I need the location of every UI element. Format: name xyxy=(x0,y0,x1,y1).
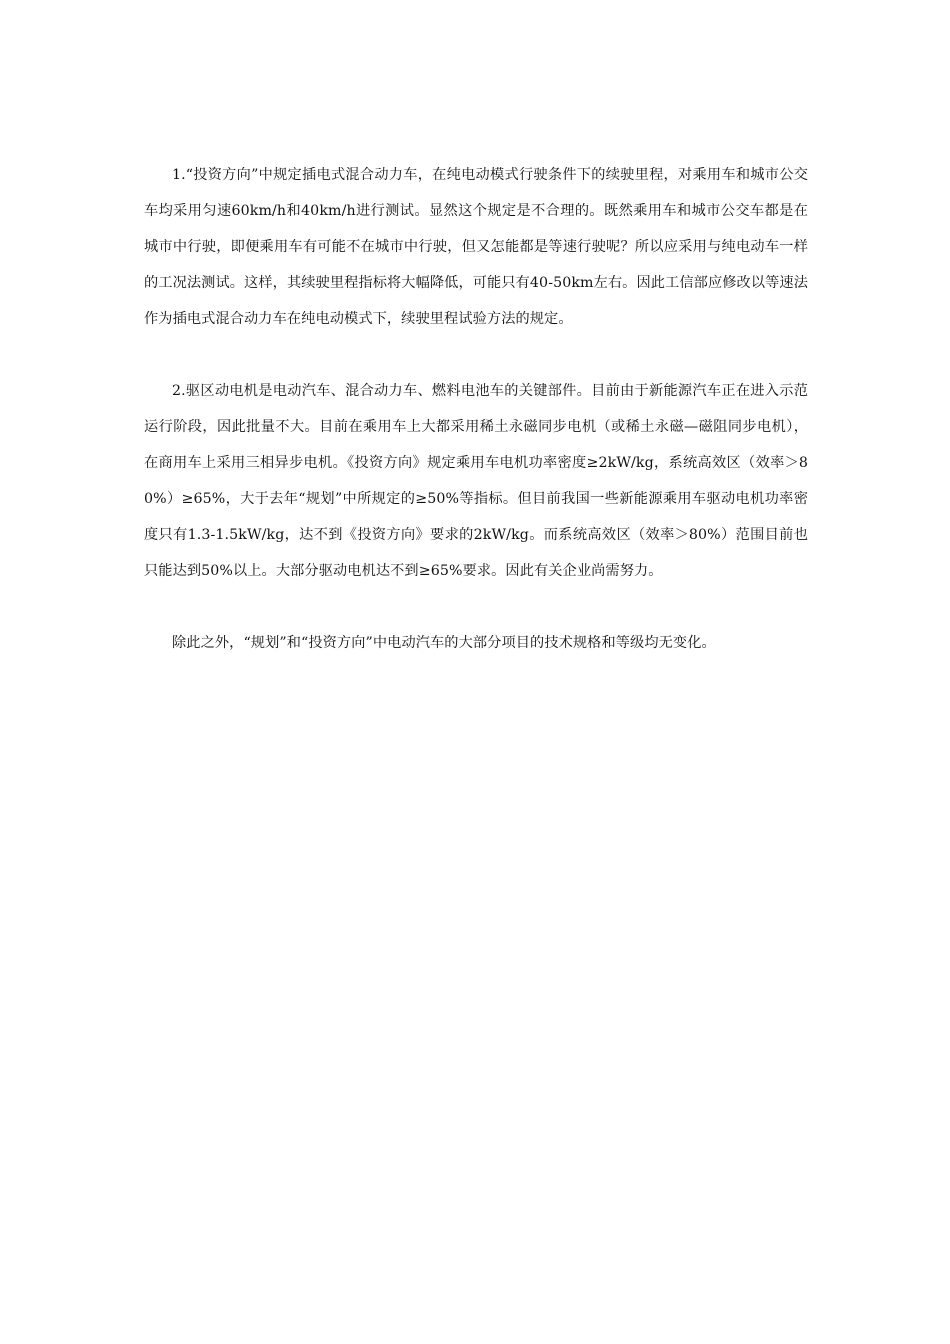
paragraph-3: 除此之外，“规划”和“投资方向”中电动汽车的大部分项目的技术规格和等级均无变化。 xyxy=(172,635,716,651)
document-body xyxy=(144,157,808,661)
paragraph-1: 1.“投资方向”中规定插电式混合动力车，在纯电动模式行驶条件下的续驶里程，对乘用车和城市公交车均采用匀速60km/h和40km/h进行测试。显然这个规定是不合理的。既然乘用车和城市公交车都是在城市中行驶，即便乘用车有可能不在城市中行驶，但又怎能都是等速行驶呢？所以应采用与纯电动车一样的工况法测试。这样，其续驶里程指标将大幅降低，可能只有40-50km左右。因此工信部应修改以等速法作为插电式混合动力车在纯电动模式下，续驶里程试验方法的规定。 xyxy=(144,167,808,327)
paragraph-2: 2.驱区动电机是电动汽车、混合动力车、燃料电池车的关键部件。目前由于新能源汽车正在进入示范运行阶段，因此批量不大。目前在乘用车上大都采用稀土永磁同步电机（或稀土永磁—磁阻同步电机），在商用车上采用三相异步电机。《投资方向》规定乘用车电机功率密度≥2kW/kg，系统高效区（效率＞80%）≥65%，大于去年“规划”中所规定的≥50%等指标。但目前我国一些新能源乘用车驱动电机功率密度只有1.3-1.5kW/kg，达不到《投资方向》要求的2kW/kg。而系统高效区（效率＞80%）范围目前也只能达到50%以上。大部分驱动电机达不到≥65%要求。因此有关企业尚需努力。 xyxy=(144,383,808,579)
